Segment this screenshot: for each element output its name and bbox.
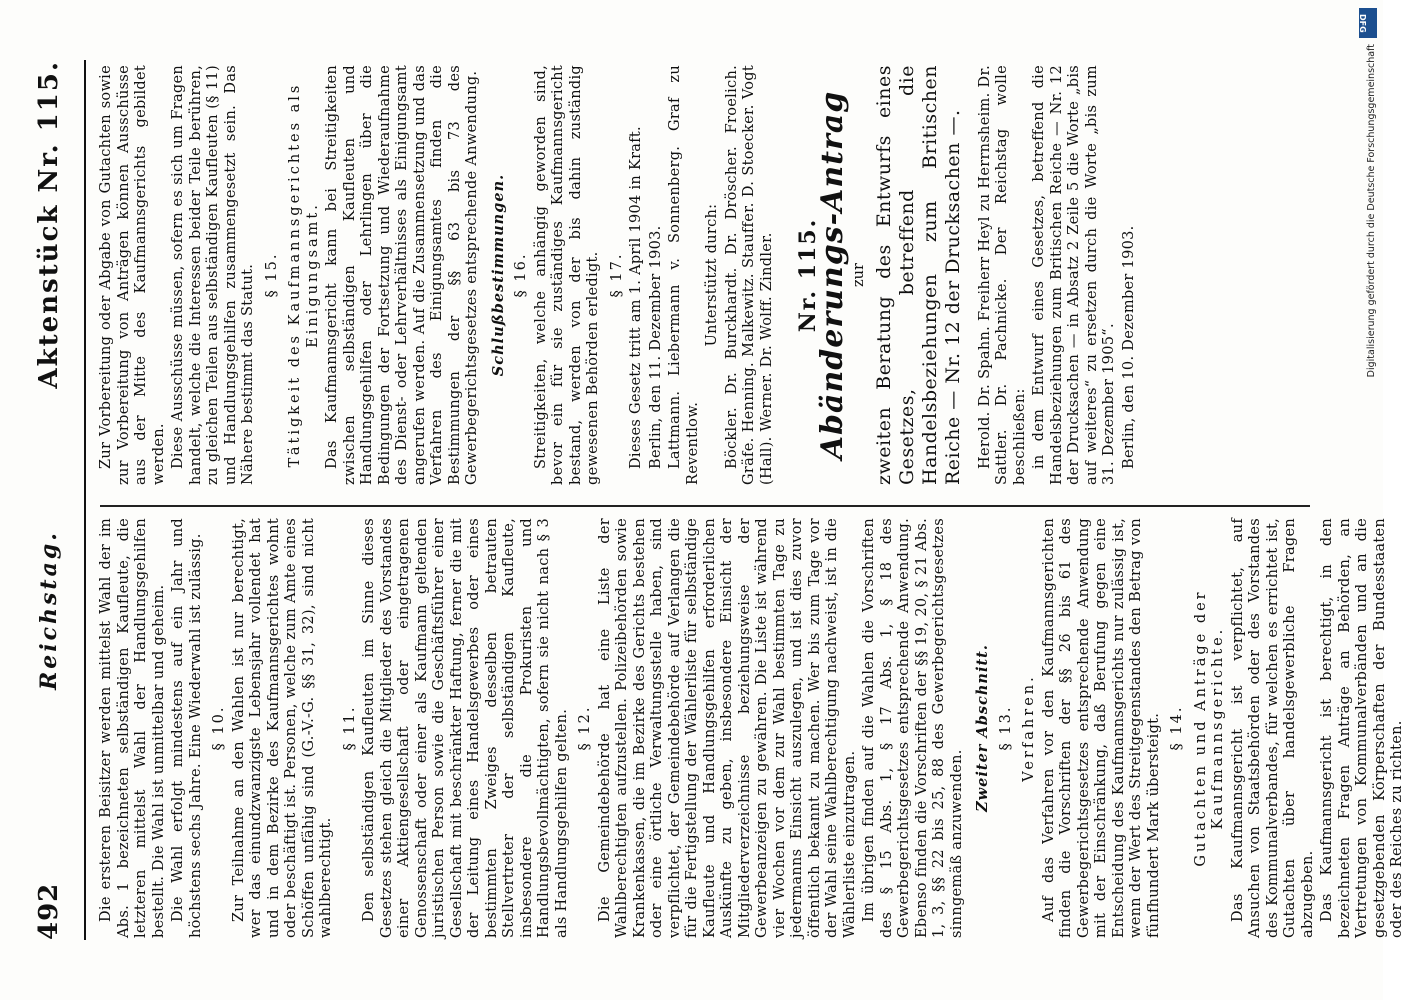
section-number: § 10.	[211, 705, 227, 751]
paragraph: Diese Ausschüsse müssen, sofern es sich um Fragen handelt, welche die Interessen beider Teile berühren, zu gleichen Teilen aus selbständigen Kaufleuten (§ 11) und Handlungsgehilfen zusammengesetzt sein. Das Nähere bestimmt das Statut.	[170, 65, 256, 485]
chapter-heading: Zweiter Abschnitt.	[974, 644, 991, 812]
paragraph: Das Kaufmannsgericht kann bei Streitigkeiten zwischen selbständigen Kaufleuten und Handlungsgehilfen oder Lehrlingen über die Bedingungen der Fortsetzung und Wiederaufnahme des Dienst- oder Lehrverhältnisses als Einigungsamt angerufen werden. Auf die Zusammensetzung und das Verfahren des Einigungsamtes finden die Bestimmungen der §§ 63 bis 73 des Gewerbegerichtsgesetzes entsprechende Anwendung.	[324, 65, 480, 485]
section-title: Gutachten und Anträge der Kaufmannsgerichte.	[1192, 589, 1226, 867]
motion-subject: zweiten Beratung des Entwurfs eines Gesetzes, betreffend die Handelsbeziehungen zum Britischen Reiche — Nr. 12 der Drucksachen —.	[872, 65, 964, 485]
section-number: § 17.	[608, 252, 625, 298]
paragraph: Das Kaufmannsgericht ist verpflichtet, auf Ansuchen von Staatsbehörden oder des Vorstandes des Kommunalverbandes, für welchen es errichtet ist, Gutachten über handelsgewerbliche Fragen abzugeben.	[1229, 518, 1316, 938]
section-number: § 16.	[513, 252, 529, 298]
paragraph: Die Gemeindebehörde hat eine Liste der Wahlberechtigten aufzustellen. Polizeibehörden sowie Krankenkassen, die im Bezirke des Gerichts bestehen oder eine örtliche Verwaltungsstelle haben, sind verpflichtet, der Gemeindebehörde auf Verlangen die für die Fertigstellung der Wählerliste für selbständige Kaufleute und Handlungsgehilfen erforderlichen Auskünfte zu geben, insbesondere Einsicht der Mitgliederverzeichnisse beziehungsweise der Gewerbeanzeigen zu gewähren. Die Liste ist während vier Wochen vor dem zur Wahl bestimmten Tage zu jedermanns Einsicht auszulegen, und ist dies zuvor öffentlich bekannt zu machen. Wer bis zum Tage vor der Wahl seine Wahlberechtigung nachweist, ist in die Wählerliste einzutragen.	[596, 518, 858, 938]
paragraph: Dieses Gesetz tritt am 1. April 1904 in Kraft.	[628, 126, 644, 469]
right-column	[98, 65, 1140, 485]
document-number: Aktenstück Nr. 115.	[34, 60, 64, 389]
signers: Lattmann. Liebermann v. Sonnenberg. Graf zu Reventlow.	[667, 65, 701, 485]
dfg-logo-icon: DFG	[1359, 8, 1377, 38]
section-number: § 15.	[263, 252, 280, 298]
left-column	[98, 518, 1409, 938]
motion-title-heading: Abänderungs-Antrag	[814, 90, 850, 460]
paragraph: Auf das Verfahren vor den Kaufmannsgerichten finden die Vorschriften der §§ 26 bis 61 des Gewerbegerichtsgesetzes entsprechende Anwendung mit der Einschränkung, daß Berufung gegen eine Entscheidung des Kaufmannsgerichts nur zulässig ist, wenn der Wert des Streitgegenstandes den Betrag von fünfhundert Mark übersteigt.	[1040, 518, 1162, 938]
paragraph: Zur Teilnahme an den Wahlen ist nur berechtigt, wer das einundzwanzigste Lebensjahr vollendet hat und in dem Bezirke des Kaufmannsgerichtes wohnt oder beschäftigt ist. Personen, welche zum Amte eines Schöffen unfähig sind (G.-V.-G. §§ 31, 32), sind nicht wahlberechtigt.	[230, 518, 334, 938]
paragraph: Den selbständigen Kaufleuten im Sinne dieses Gesetzes stehen gleich die Mitglieder des Vorstandes einer Aktiengesellschaft oder eingetragenen Genossenschaft oder einer als Kaufmann geltenden juristischen Person sowie die Geschäftsführer einer Gesellschaft mit beschränkter Haftung, ferner die mit der Leitung eines Handelsgewerbes oder eines bestimmten Zweiges desselben betrauten Stellvertreter der selbständigen Kaufleute, insbesondere die Prokuristen und Handlungsbevollmächtigten, sofern sie nicht nach § 3 als Handlungsgehilfen gelten.	[361, 518, 570, 938]
funding-sidebar	[1359, 8, 1379, 992]
paragraph: Die ersteren Beisitzer werden mittelst Wahl der im Abs. 1 bezeichneten selbständigen Kaufleute, die letzteren mittelst Wahl der Handlungsgehilfen bestellt. Die Wahl ist unmittelbar und geheim.	[98, 518, 167, 938]
publication-name: Reichstag.	[36, 530, 62, 690]
date-line: Berlin, den 11. Dezember 1903.	[647, 225, 664, 469]
date-line: Berlin, den 10. Dezember 1903.	[1120, 225, 1137, 469]
section-number: § 13.	[997, 705, 1014, 751]
page-number: 492	[34, 882, 64, 940]
motion-body: in dem Entwurf eines Gesetzes, betreffend die Handelsbeziehungen zum Britischen Reiche — Nr. 12 der Drucksachen — in Absatz 2 Zeile 5 die Worte „bis auf weiteres“ zu ersetzen durch die Worte „bis zum 31. Dezember 1905“.	[1031, 65, 1117, 485]
column-divider	[100, 505, 1310, 507]
motion-number: Nr. 115.	[795, 217, 821, 333]
supporters: Böckler. Dr. Burckhardt. Dr. Dröscher. Froelich. Gräfe. Henning. Malkewitz. Stauffer. D. Stoecker. Vogt (Hall). Werner. Dr. Wolff. Zindler.	[723, 65, 775, 485]
section-number: § 11.	[341, 705, 358, 751]
motion-movers: Herold. Dr. Spahn. Freiherr Heyl zu Herrnsheim. Dr. Sattler. Dr. Pachnicke. Der Reichstag wolle beschließen:	[976, 65, 1028, 485]
page-header	[28, 60, 78, 940]
paragraph: Die Wahl erfolgt mindestens auf ein Jahr und höchstens sechs Jahre. Eine Wiederwahl ist zulässig.	[170, 518, 204, 938]
chapter-heading: Schlußbestimmungen.	[489, 173, 507, 377]
section-number: § 12.	[577, 705, 593, 751]
header-rule	[84, 60, 86, 940]
funding-note: Digitalisierung gefördert durch die Deutsche Forschungsgemeinschaft	[1366, 44, 1377, 378]
paragraph: Im übrigen finden auf die Wahlen die Vorschriften des § 15 Abs. 1, § 17 Abs. 1, § 18 des Gewerbegerichtsgesetzes entsprechende Anwendung. Ebenso finden die Vorschriften der §§ 19, 20, § 21 Abs. 1, 3, §§ 22 bis 25, 88 des Gewerbegerichtsgesetzes sinngemäß anzuwenden.	[861, 518, 965, 938]
paragraph: Zur Vorbereitung oder Abgabe von Gutachten sowie zur Vorbereitung von Anträgen können Ausschüsse aus der Mitte des Kaufmannsgerichts gebildet werden.	[98, 65, 167, 485]
paragraph: Das Kaufmannsgericht ist berechtigt, in den bezeichneten Fragen Anträge an Behörden, an Vertretungen von Kommunalverbänden und an die gesetzgebenden Körperschaften der Bundesstaaten oder des Reiches zu richten.	[1319, 518, 1405, 938]
supported-label: Unterstützt durch:	[704, 203, 720, 347]
motion-zur: zur	[851, 263, 867, 287]
section-number: § 14.	[1169, 705, 1185, 751]
paragraph: Streitigkeiten, welche anhängig geworden sind, bevor ein für sie zuständiges Kaufmannsgericht bestand, werden von der bis dahin zuständig gewesenen Behörden erledigt.	[532, 65, 601, 485]
section-title: Tätigkeit des Kaufmannsgerichtes als Einigungsamt.	[287, 82, 321, 468]
section-title: Verfahren.	[1021, 674, 1037, 782]
